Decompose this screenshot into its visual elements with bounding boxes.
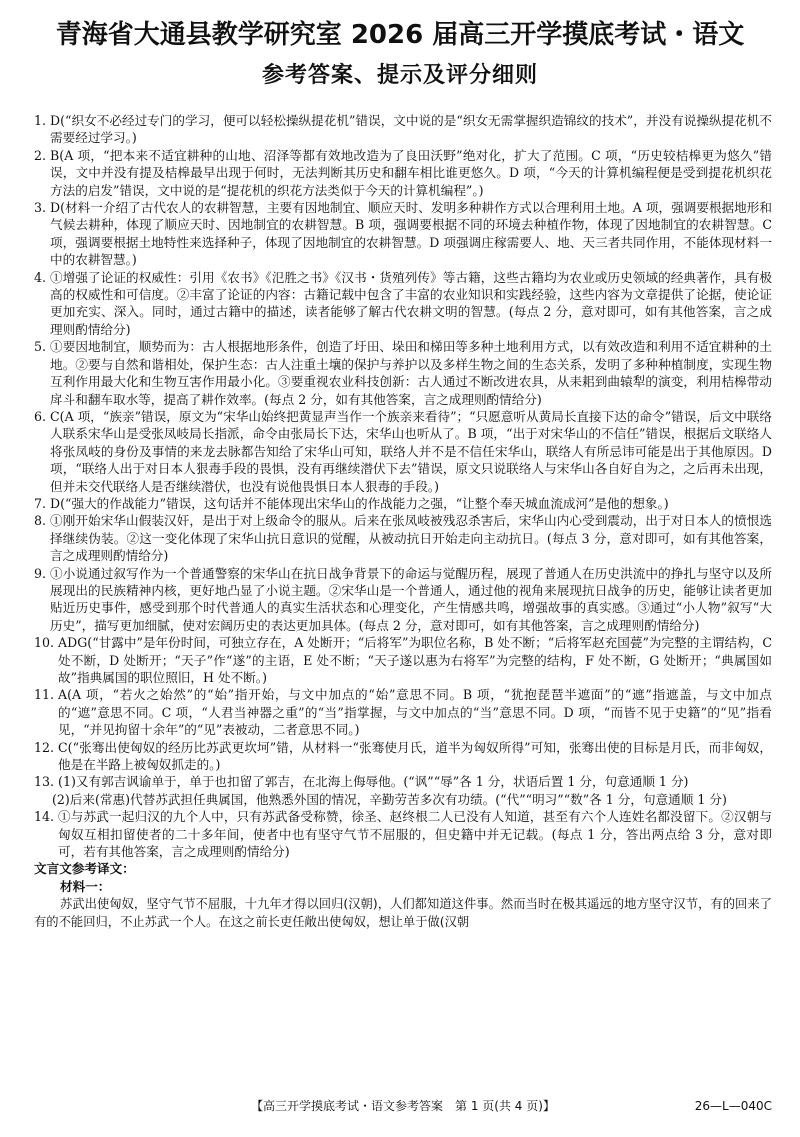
- answer-text: B(A 项，“把本来不适宜耕种的山地、沼泽等都有效地改造为了良田沃野”绝对化，扩大了范围。C 项，“历史较桔槔更为悠久”错误，文中并没有提及桔槔最早出现于何时，无法判断其历史和翻车相比谁更悠久。D 项，“今天的计算机编程便是受到提花机织花方法的启发”错误，文中说的是“提花机的织花方法类似于今天的计算机编程”。): [50, 147, 772, 198]
- answer-item-2: [34, 147, 772, 199]
- answer-item-9: [34, 565, 772, 635]
- answer-number: 8.: [34, 513, 51, 529]
- answer-text: ①刚开始宋华山假装汉奸，是出于对上级命令的服从。后来在张凤岐被残忍杀害后，宋华山内心受到震动，出于对日本人的愤恨选择继续伪装。②这一变化体现了宋华山抗日意识的觉醒，从被动抗日开始走向主动抗日。(每点 3 分，意对即可，如有其他答案，言之成理则酌情给分): [50, 513, 772, 564]
- answer-text: ADG(“甘露中”是年份时间，可独立存在，A 处断开；“后将军”为职位名称，B 处不断；“后将军赵充国甍”为完整的主谓结构，C 处不断，D 处断开；“天子”作“遂”的主语，E 处不断；“天子遂以惠为右将军”为完整的结构，F 处不断，G 处断开；“典属国如故”指典属国的职位照旧，H 处不断。): [58, 635, 772, 685]
- footer-page-info: 【高三开学摸底考试・语文参考答案 第 1 页(共 4 页)】: [251, 1099, 555, 1113]
- answer-item-8: [34, 512, 772, 564]
- answer-number: 7.: [34, 495, 51, 511]
- answer-item-7: [34, 495, 772, 512]
- answer-text: ①增强了论证的权威性：引用《农书》《氾胜之书》《汉书・货殖列传》等古籍，这些古籍均为农业或历史领域的经典著作，具有极高的权威性和可信度。②丰富了论证的内容：古籍记载中包含了丰富的农业知识和实践经验，这些内容为文章提供了论据，使论证更加充实、深入。同时，通过古籍中的描述，读者能够了解古代农耕文明的智慧。(每点 2 分，意对即可，如有其他答案，言之成理则酌情给分): [50, 269, 772, 337]
- answer-item-5: [34, 338, 772, 408]
- answers-body: [34, 112, 772, 931]
- material-label: 材料一：: [60, 878, 111, 894]
- answer-number: 11.: [34, 687, 59, 703]
- page-subtitle: 参考答案、提示及评分细则: [261, 63, 538, 88]
- answer-number: 5.: [34, 339, 51, 355]
- answer-text: C(A 项，“族亲”错误，原文为“宋华山始终把黄显声当作一个族亲来看待”；“只愿意听从黄局长直接下达的命令”错误，后文中联络人联系宋华山是受张凤岐局长指派，命令由张局长下达，宋华山也听从了。B 项，“出于对宋华山的不信任”错误，根据后文联络人将张凤岐的身份及事情的来龙去脉都告知给了宋华山可知，联络人并不是不信任宋华山，联络人有所忌讳可能是出于其他原因。D 项，“联络人出于对日本人狠毒手段的畏惧，没有再继续潜伏下去”错误，原文只说联络人与宋华山各自好自为之，之后再未出现，但并未交代联络人是否继续潜伏，也没有说他畏惧日本人狠毒的手段。): [50, 408, 772, 494]
- answer-text: D(“强大的作战能力”错误，这句话并不能体现出宋华山的作战能力之强，“让整个奉天城血流成河”是他的想象。): [50, 495, 669, 511]
- page-title: 青海省大通县教学研究室 2026 届高三开学摸底考试・语文: [55, 20, 745, 50]
- answer-text: ①小说通过叙写作为一个普通警察的宋华山在抗日战争背景下的命运与觉醒历程，展现了普通人在历史洪流中的挣扎与坚守以及所展现出的民族精神内核，更好地凸显了小说主题。②宋华山是一个普通人，通过他的视角来展现抗日战争的历史，能够让读者更加贴近历史事件，感受到那个时代普通人的真实生活状态和心理变化，产生情感共鸣，增强故事的真实感。③通过“小人物”叙写“大历史”，描写更加细腻，使对宏阔历史的表达更加具体。(每点 2 分，意对即可，如有其他答案，言之成理则酌情给分): [50, 565, 772, 633]
- answer-number: 10.: [34, 635, 59, 651]
- answer-text: (1)又有郭吉讽谕单于，单于也扣留了郭吉，在北海上侮辱他。(“讽”“辱”各 1 分，状语后置 1 分，句意通顺 1 分): [58, 774, 689, 790]
- answer-number: 4.: [34, 269, 51, 285]
- answer-item-11: [34, 686, 772, 738]
- translation-heading: 文言文参考译文：: [34, 861, 135, 877]
- answer-item-3: [34, 199, 772, 269]
- answer-number: 14.: [34, 809, 59, 825]
- answer-item-13-part-2: [34, 791, 772, 808]
- answer-item-14: [34, 808, 772, 860]
- answer-number: 1.: [34, 113, 51, 128]
- page-footer: [34, 1098, 772, 1114]
- answer-item-13: [34, 773, 772, 790]
- answer-text: ①要因地制宜，顺势而为：古人根据地形条件，创造了圩田、垛田和梯田等多种土地利用方式，以有效改造和利用不适宜耕种的土地。②要与自然和谐相处，保护生态：古人注重土壤的保护与养护以及多样生物之间的生态关系，发明了多种种植制度，实现生物互利作用最大化和生物互害作用最小化。③要重视农业科技创新：古人通过不断改进农具，从耒耜到曲辕犁的演变，利用桔槔带动戽斗和翻车取水等，提高了耕作效率。(每点 2 分，如有其他答案，言之成理则酌情给分): [50, 339, 772, 407]
- translation-text: 苏武出使匈奴，坚守气节不屈服，十九年才得以回归(汉朝)，人们都知道这件事。然而当时在极其遥远的地方坚守汉节，有的回来了有的不能回归，不止苏武一个人。在这之前长吏任敞出使匈奴，想让单于做(汉朝: [34, 897, 772, 930]
- answer-number: 12.: [34, 739, 59, 755]
- answer-text: C(“张骞出使匈奴的经历比苏武更坎坷”错，从材料一“张骞使月氏，道半为匈奴所得”可知，张骞出使的目标是月氏，而非匈奴，他是在半路上被匈奴抓走的。): [58, 739, 772, 773]
- answer-text: D(材料一介绍了古代农人的农耕智慧，主要有因地制宜、顺应天时、发明多种耕作方式以合理利用土地。A 项，强调要根据地形和气候去耕种，体现了顺应天时、因地制宜的农耕智慧。B 项，强调要根据不同的环境去种植作物，体现了因地制宜的农耕智慧。C 项，强调要根据土地特性来选择种子，体现了因地制宜的农耕智慧。D 项强调庄稼需要人、地、天三者共同作用，不能体现材料一中的农耕智慧。): [50, 200, 772, 268]
- answer-subtext: (2)后来(常惠)代替苏武担任典属国，他熟悉外国的情况，辛勤劳苦多次有功绩。(“代”“明习”“数”各 1 分，句意通顺 1 分): [52, 791, 727, 807]
- answer-item-1: [34, 112, 772, 147]
- answer-number: 6.: [34, 408, 51, 424]
- answer-text: A(A 项，“若火之始然”的“始”指开始，与文中加点的“始”意思不同。B 项，“犹抱琵琶半遮面”的“遮”指遮盖，与文中加点的“遮”意思不同。C 项，“人君当神器之重”的“当”指掌握，与文中加点的“当”意思不同。D 项，“而皆不见于史籍”的“见”指看见，“并见拘留十余年”的“见”表被动，二者意思不同。): [58, 687, 772, 738]
- footer-code: 26—L—040C: [694, 1099, 772, 1113]
- answer-number: 3.: [34, 200, 51, 216]
- answer-item-6: [34, 408, 772, 495]
- answer-item-12: [34, 739, 772, 774]
- answer-number: 9.: [34, 565, 51, 581]
- answer-text: D(“织女不必经过专门的学习，便可以轻松操纵提花机”错误，文中说的是“织女无需掌握织造锦纹的技术”，并没有说操纵提花机不需要经过学习。): [50, 113, 772, 146]
- answer-number: 2.: [34, 147, 51, 163]
- answer-text: ①与苏武一起归汉的九个人中，只有苏武备受称赞，徐圣、赵终根二人已没有人知道，甚至有六个人连姓名都没留下。②汉朝与匈奴互相扣留使者的二十多年间，使者中也有坚守气节不屈服的，但史籍中并无记载。(每点 1 分，答出两点给 3 分，意对即可，若有其他答案，言之成理则酌情给分): [58, 809, 772, 860]
- answer-item-10: [34, 634, 772, 686]
- answer-number: 13.: [34, 774, 59, 790]
- answer-item-4: [34, 269, 772, 339]
